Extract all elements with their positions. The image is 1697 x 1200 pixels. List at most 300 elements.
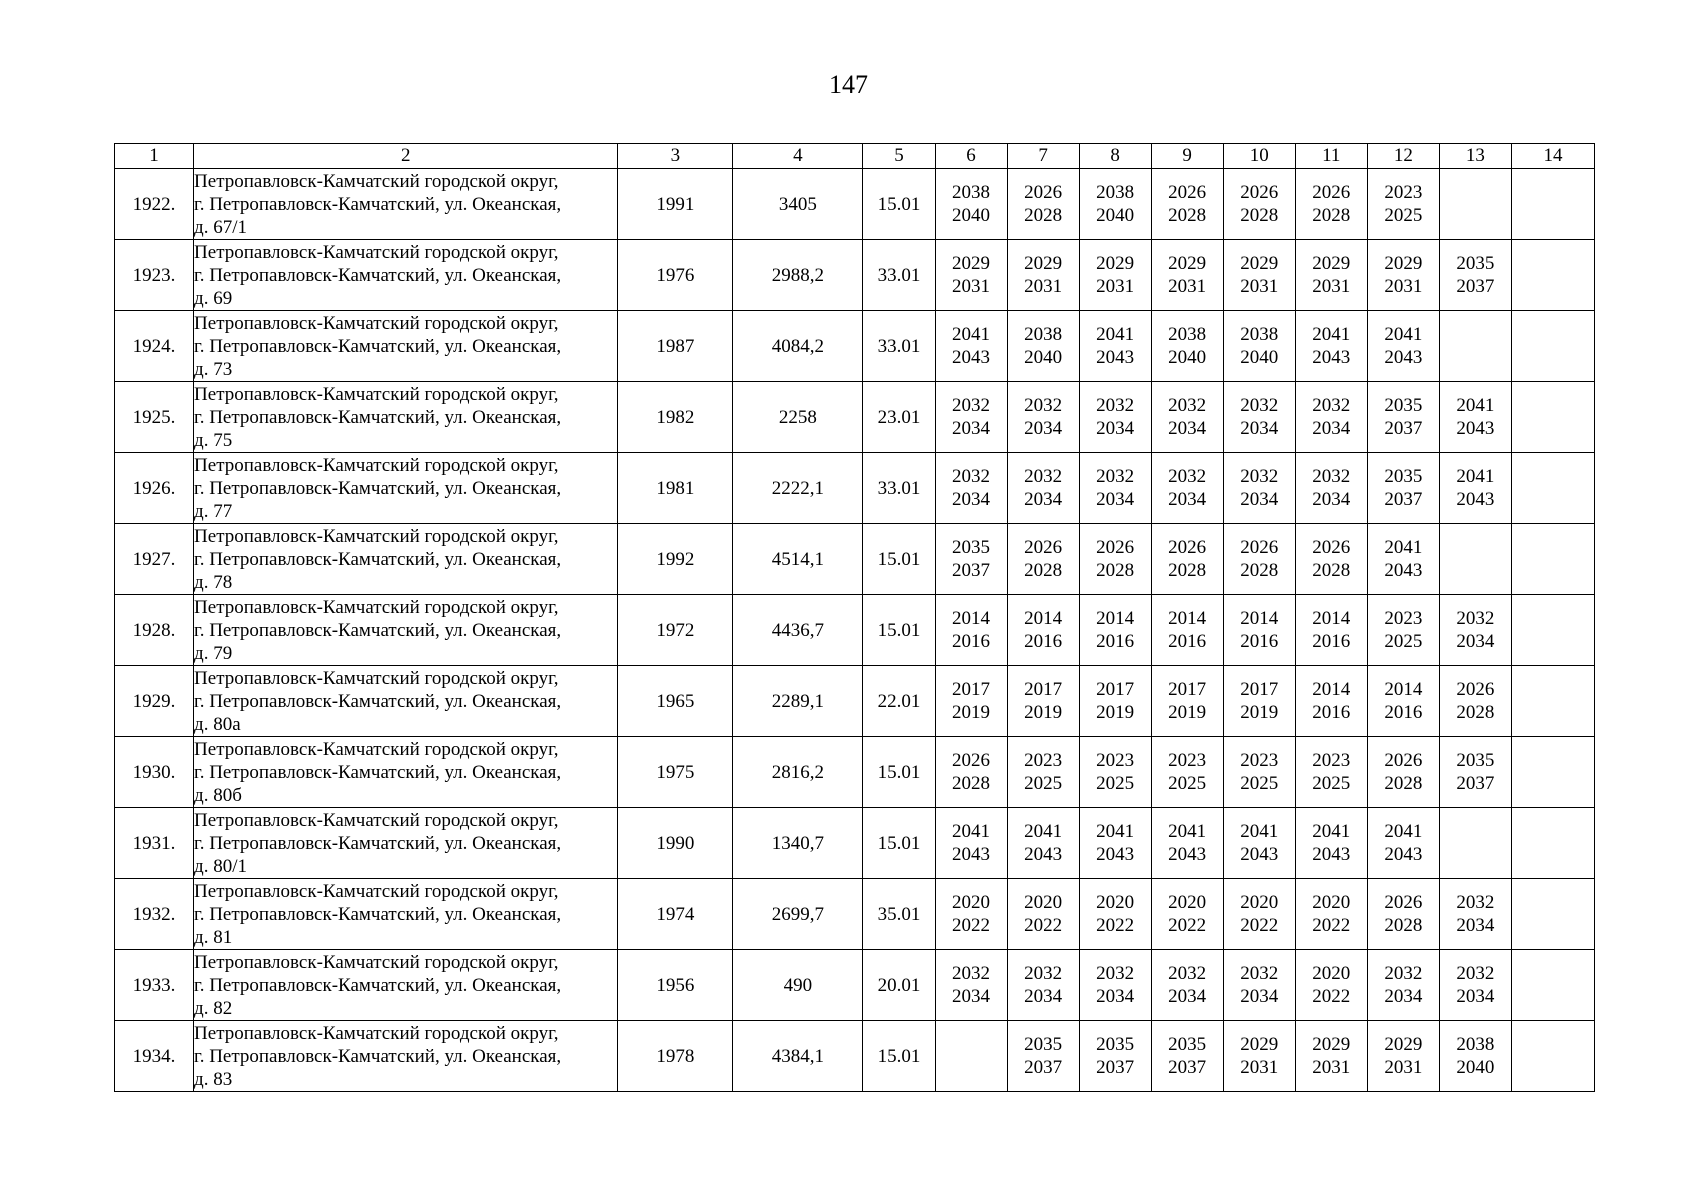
column-header-8: 8 <box>1079 144 1151 169</box>
year-built-cell: 1975 <box>618 737 733 808</box>
period-cell-col-14 <box>1511 311 1594 382</box>
period-end: 2016 <box>1096 631 1135 652</box>
period-end: 2031 <box>1096 276 1135 297</box>
code-cell: 22.01 <box>863 666 935 737</box>
period-start: 2038 <box>1096 182 1135 203</box>
period-start: 2017 <box>1168 679 1207 700</box>
year-built-cell: 1990 <box>618 808 733 879</box>
row-number: 1927. <box>115 524 194 595</box>
period-start: 2023 <box>1240 750 1279 771</box>
period-cell-col-10 <box>1223 524 1295 595</box>
column-header-7: 7 <box>1007 144 1079 169</box>
year-built-cell: 1987 <box>618 311 733 382</box>
period-end: 2022 <box>952 915 991 936</box>
period-cell-col-11 <box>1295 737 1367 808</box>
period-end: 2025 <box>1384 205 1423 226</box>
period-end: 2022 <box>1096 915 1135 936</box>
area-cell: 2289,1 <box>733 666 863 737</box>
period-start: 2017 <box>1240 679 1279 700</box>
address-cell <box>194 382 618 453</box>
address-line: д. 69 <box>194 287 233 309</box>
period-start: 2026 <box>1024 182 1063 203</box>
row-number: 1934. <box>115 1021 194 1092</box>
period-end: 2016 <box>1240 631 1279 652</box>
table-row <box>115 382 1595 453</box>
period-cell-col-7 <box>1007 808 1079 879</box>
period-end: 2037 <box>1024 1057 1063 1078</box>
period-cell-col-13 <box>1439 666 1511 737</box>
page-number: 147 <box>829 70 868 99</box>
address-line: Петропавловск-Камчатский городской округ, <box>194 525 559 547</box>
period-end: 2022 <box>1024 915 1063 936</box>
period-end: 2022 <box>1240 915 1279 936</box>
period-start: 2041 <box>1456 466 1495 487</box>
code-cell: 23.01 <box>863 382 935 453</box>
address-line: Петропавловск-Камчатский городской округ, <box>194 170 559 192</box>
period-cell-col-8 <box>1079 808 1151 879</box>
period-cell-col-14 <box>1511 169 1594 240</box>
period-cell-col-11 <box>1295 524 1367 595</box>
period-start: 2020 <box>1024 892 1063 913</box>
area-cell: 4384,1 <box>733 1021 863 1092</box>
period-start: 2017 <box>1024 679 1063 700</box>
address-cell <box>194 169 618 240</box>
period-cell-col-7 <box>1007 169 1079 240</box>
period-start: 2041 <box>1312 324 1351 345</box>
row-number: 1922. <box>115 169 194 240</box>
period-cell-col-13 <box>1439 240 1511 311</box>
address-line: д. 82 <box>194 997 233 1019</box>
period-start: 2014 <box>1384 679 1423 700</box>
period-cell-col-12 <box>1367 240 1439 311</box>
period-cell-col-10 <box>1223 240 1295 311</box>
period-cell-col-11 <box>1295 595 1367 666</box>
period-cell-col-14 <box>1511 453 1594 524</box>
period-end: 2031 <box>1168 276 1207 297</box>
period-end: 2034 <box>1240 418 1279 439</box>
address-line: Петропавловск-Камчатский городской округ, <box>194 454 559 476</box>
address-line: д. 75 <box>194 429 233 451</box>
period-start: 2041 <box>1384 537 1423 558</box>
period-start: 2020 <box>952 892 991 913</box>
period-cell-col-9 <box>1151 595 1223 666</box>
period-cell-col-14 <box>1511 666 1594 737</box>
period-cell-col-13 <box>1439 737 1511 808</box>
period-start: 2032 <box>1312 395 1351 416</box>
table-row <box>115 950 1595 1021</box>
area-cell: 3405 <box>733 169 863 240</box>
period-end: 2043 <box>1456 418 1495 439</box>
period-cell-col-12 <box>1367 524 1439 595</box>
period-cell-col-8 <box>1079 595 1151 666</box>
table-row <box>115 240 1595 311</box>
period-cell-col-14 <box>1511 879 1594 950</box>
period-cell-col-9 <box>1151 382 1223 453</box>
period-end: 2043 <box>1240 844 1279 865</box>
period-start: 2041 <box>1096 324 1135 345</box>
address-line: г. Петропавловск-Камчатский, ул. Океанская, <box>194 193 562 215</box>
period-cell-col-9 <box>1151 169 1223 240</box>
period-start: 2026 <box>1168 182 1207 203</box>
period-cell-col-14 <box>1511 737 1594 808</box>
address-cell <box>194 240 618 311</box>
address-line: д. 83 <box>194 1068 233 1090</box>
column-header-3: 3 <box>618 144 733 169</box>
address-line: Петропавловск-Камчатский городской округ, <box>194 667 559 689</box>
period-end: 2040 <box>952 205 991 226</box>
period-end: 2028 <box>1168 560 1207 581</box>
period-end: 2028 <box>1024 205 1063 226</box>
period-end: 2034 <box>1456 631 1495 652</box>
period-start: 2023 <box>1096 750 1135 771</box>
period-start: 2017 <box>1096 679 1135 700</box>
period-cell-col-11 <box>1295 311 1367 382</box>
address-line: Петропавловск-Камчатский городской округ, <box>194 951 559 973</box>
period-end: 2031 <box>1240 1057 1279 1078</box>
period-end: 2040 <box>1456 1057 1495 1078</box>
period-end: 2043 <box>1384 347 1423 368</box>
period-end: 2043 <box>1384 560 1423 581</box>
period-cell-col-8 <box>1079 950 1151 1021</box>
period-end: 2019 <box>952 702 991 723</box>
period-end: 2037 <box>952 560 991 581</box>
address-cell <box>194 311 618 382</box>
period-end: 2043 <box>1312 347 1351 368</box>
period-start: 2014 <box>1312 679 1351 700</box>
address-line: д. 73 <box>194 358 233 380</box>
period-end: 2031 <box>1312 1057 1351 1078</box>
period-start: 2026 <box>952 750 991 771</box>
period-start: 2032 <box>1024 963 1063 984</box>
year-built-cell: 1965 <box>618 666 733 737</box>
period-end: 2028 <box>1312 205 1351 226</box>
period-start: 2032 <box>1240 963 1279 984</box>
period-cell-col-10 <box>1223 808 1295 879</box>
period-start: 2026 <box>1240 182 1279 203</box>
period-end: 2034 <box>1168 418 1207 439</box>
period-end: 2034 <box>952 418 991 439</box>
table-row <box>115 737 1595 808</box>
period-start: 2023 <box>1168 750 1207 771</box>
code-cell: 33.01 <box>863 311 935 382</box>
code-cell: 15.01 <box>863 1021 935 1092</box>
period-start: 2032 <box>1168 395 1207 416</box>
period-start: 2041 <box>1384 821 1423 842</box>
address-line: г. Петропавловск-Камчатский, ул. Океанская, <box>194 264 562 286</box>
row-number: 1924. <box>115 311 194 382</box>
period-end: 2028 <box>1096 560 1135 581</box>
period-end: 2034 <box>952 489 991 510</box>
period-start: 2029 <box>1240 253 1279 274</box>
period-end: 2040 <box>1240 347 1279 368</box>
period-cell-col-10 <box>1223 311 1295 382</box>
period-cell-col-10 <box>1223 382 1295 453</box>
period-cell-col-10 <box>1223 666 1295 737</box>
area-cell: 1340,7 <box>733 808 863 879</box>
period-end: 2025 <box>1384 631 1423 652</box>
period-start: 2032 <box>1456 608 1495 629</box>
column-header-6: 6 <box>935 144 1007 169</box>
address-line: Петропавловск-Камчатский городской округ, <box>194 738 559 760</box>
address-line: д. 67/1 <box>194 216 247 238</box>
code-cell: 15.01 <box>863 524 935 595</box>
period-cell-col-6 <box>935 950 1007 1021</box>
column-header-1: 1 <box>115 144 194 169</box>
code-cell: 33.01 <box>863 453 935 524</box>
period-start: 2032 <box>1456 892 1495 913</box>
area-cell: 490 <box>733 950 863 1021</box>
period-end: 2019 <box>1024 702 1063 723</box>
period-end: 2022 <box>1312 986 1351 1007</box>
area-cell: 2258 <box>733 382 863 453</box>
row-number: 1930. <box>115 737 194 808</box>
period-end: 2034 <box>1384 986 1423 1007</box>
period-start: 2026 <box>1240 537 1279 558</box>
table-row <box>115 595 1595 666</box>
table-row <box>115 808 1595 879</box>
period-cell-col-9 <box>1151 240 1223 311</box>
period-cell-col-12 <box>1367 737 1439 808</box>
period-end: 2034 <box>1024 418 1063 439</box>
period-start: 2029 <box>1312 253 1351 274</box>
code-cell: 15.01 <box>863 169 935 240</box>
address-cell <box>194 950 618 1021</box>
code-cell: 15.01 <box>863 737 935 808</box>
period-start: 2020 <box>1096 892 1135 913</box>
period-start: 2038 <box>1456 1034 1495 1055</box>
period-cell-col-11 <box>1295 453 1367 524</box>
period-start: 2023 <box>1384 182 1423 203</box>
period-cell-col-13 <box>1439 382 1511 453</box>
period-end: 2034 <box>1168 986 1207 1007</box>
year-built-cell: 1992 <box>618 524 733 595</box>
period-start: 2014 <box>1312 608 1351 629</box>
address-line: г. Петропавловск-Камчатский, ул. Океанская, <box>194 974 562 996</box>
period-cell-col-6 <box>935 879 1007 950</box>
year-built-cell: 1974 <box>618 879 733 950</box>
period-cell-col-9 <box>1151 1021 1223 1092</box>
period-start: 2029 <box>1024 253 1063 274</box>
period-cell-col-13 <box>1439 311 1511 382</box>
period-end: 2040 <box>1168 347 1207 368</box>
period-start: 2020 <box>1240 892 1279 913</box>
period-cell-col-13 <box>1439 1021 1511 1092</box>
table-row <box>115 666 1595 737</box>
period-cell-col-6 <box>935 311 1007 382</box>
period-end: 2025 <box>1024 773 1063 794</box>
row-number: 1931. <box>115 808 194 879</box>
year-built-cell: 1972 <box>618 595 733 666</box>
period-cell-col-12 <box>1367 879 1439 950</box>
address-line: д. 80б <box>194 784 242 806</box>
table-row <box>115 879 1595 950</box>
address-line: г. Петропавловск-Камчатский, ул. Океанская, <box>194 903 562 925</box>
address-cell <box>194 879 618 950</box>
period-cell-col-12 <box>1367 1021 1439 1092</box>
period-end: 2043 <box>1096 844 1135 865</box>
code-cell: 15.01 <box>863 595 935 666</box>
period-cell-col-6 <box>935 737 1007 808</box>
period-end: 2019 <box>1168 702 1207 723</box>
period-cell-col-7 <box>1007 879 1079 950</box>
period-start: 2035 <box>1456 253 1495 274</box>
period-start: 2035 <box>1096 1034 1135 1055</box>
period-end: 2034 <box>1168 489 1207 510</box>
period-start: 2038 <box>1168 324 1207 345</box>
period-cell-col-10 <box>1223 1021 1295 1092</box>
period-start: 2029 <box>1168 253 1207 274</box>
period-end: 2025 <box>1240 773 1279 794</box>
period-end: 2037 <box>1096 1057 1135 1078</box>
period-start: 2035 <box>952 537 991 558</box>
period-cell-col-14 <box>1511 382 1594 453</box>
period-start: 2035 <box>1384 395 1423 416</box>
period-end: 2016 <box>1312 631 1351 652</box>
period-start: 2032 <box>952 963 991 984</box>
period-end: 2016 <box>1312 702 1351 723</box>
table-row <box>115 311 1595 382</box>
period-start: 2014 <box>1240 608 1279 629</box>
period-end: 2019 <box>1240 702 1279 723</box>
period-cell-col-11 <box>1295 808 1367 879</box>
period-cell-col-7 <box>1007 1021 1079 1092</box>
period-end: 2034 <box>1096 489 1135 510</box>
address-line: д. 81 <box>194 926 233 948</box>
row-number: 1926. <box>115 453 194 524</box>
period-start: 2041 <box>1240 821 1279 842</box>
period-cell-col-6 <box>935 382 1007 453</box>
period-end: 2043 <box>1312 844 1351 865</box>
period-end: 2037 <box>1456 773 1495 794</box>
address-cell <box>194 595 618 666</box>
period-cell-col-10 <box>1223 737 1295 808</box>
period-start: 2020 <box>1312 892 1351 913</box>
address-line: д. 80/1 <box>194 855 247 877</box>
period-start: 2026 <box>1384 892 1423 913</box>
column-header-5: 5 <box>863 144 935 169</box>
address-cell <box>194 737 618 808</box>
period-start: 2020 <box>1168 892 1207 913</box>
period-cell-col-6 <box>935 1021 1007 1092</box>
period-start: 2029 <box>1240 1034 1279 1055</box>
period-start: 2026 <box>1312 537 1351 558</box>
column-header-14: 14 <box>1511 144 1594 169</box>
period-cell-col-8 <box>1079 666 1151 737</box>
period-end: 2025 <box>1168 773 1207 794</box>
period-start: 2032 <box>1240 395 1279 416</box>
row-number: 1933. <box>115 950 194 1021</box>
period-start: 2035 <box>1456 750 1495 771</box>
period-start: 2041 <box>1096 821 1135 842</box>
register-table <box>114 143 1595 1092</box>
period-cell-col-8 <box>1079 453 1151 524</box>
period-cell-col-8 <box>1079 240 1151 311</box>
period-end: 2028 <box>952 773 991 794</box>
period-end: 2037 <box>1168 1057 1207 1078</box>
period-cell-col-13 <box>1439 169 1511 240</box>
code-cell: 15.01 <box>863 808 935 879</box>
period-end: 2043 <box>952 347 991 368</box>
period-start: 2014 <box>952 608 991 629</box>
period-end: 2043 <box>1168 844 1207 865</box>
period-end: 2043 <box>952 844 991 865</box>
period-cell-col-9 <box>1151 453 1223 524</box>
address-line: Петропавловск-Камчатский городской округ, <box>194 809 559 831</box>
period-end: 2034 <box>1240 986 1279 1007</box>
address-cell <box>194 666 618 737</box>
period-cell-col-6 <box>935 453 1007 524</box>
period-cell-col-11 <box>1295 169 1367 240</box>
period-cell-col-12 <box>1367 808 1439 879</box>
period-cell-col-11 <box>1295 382 1367 453</box>
period-cell-col-7 <box>1007 595 1079 666</box>
period-start: 2032 <box>1312 466 1351 487</box>
period-start: 2026 <box>1168 537 1207 558</box>
period-start: 2035 <box>1384 466 1423 487</box>
period-cell-col-11 <box>1295 879 1367 950</box>
period-cell-col-12 <box>1367 453 1439 524</box>
period-start: 2032 <box>952 466 991 487</box>
period-end: 2043 <box>1456 489 1495 510</box>
period-cell-col-9 <box>1151 879 1223 950</box>
period-start: 2020 <box>1312 963 1351 984</box>
column-header-13: 13 <box>1439 144 1511 169</box>
period-end: 2031 <box>1384 1057 1423 1078</box>
period-end: 2034 <box>1456 986 1495 1007</box>
period-start: 2032 <box>1456 963 1495 984</box>
period-cell-col-7 <box>1007 311 1079 382</box>
address-line: г. Петропавловск-Камчатский, ул. Океанская, <box>194 548 562 570</box>
address-line: Петропавловск-Камчатский городской округ, <box>194 383 559 405</box>
period-cell-col-7 <box>1007 524 1079 595</box>
address-line: Петропавловск-Камчатский городской округ, <box>194 880 559 902</box>
area-cell: 4514,1 <box>733 524 863 595</box>
column-header-2: 2 <box>194 144 618 169</box>
period-end: 2034 <box>1240 489 1279 510</box>
period-start: 2026 <box>1024 537 1063 558</box>
period-cell-col-8 <box>1079 382 1151 453</box>
address-line: Петропавловск-Камчатский городской округ, <box>194 241 559 263</box>
period-start: 2026 <box>1456 679 1495 700</box>
period-start: 2032 <box>1096 963 1135 984</box>
table-row <box>115 453 1595 524</box>
address-cell <box>194 808 618 879</box>
period-end: 2022 <box>1168 915 1207 936</box>
period-start: 2026 <box>1312 182 1351 203</box>
period-end: 2028 <box>1240 560 1279 581</box>
address-line: д. 80а <box>194 713 241 735</box>
period-end: 2019 <box>1096 702 1135 723</box>
period-start: 2029 <box>952 253 991 274</box>
year-built-cell: 1981 <box>618 453 733 524</box>
period-start: 2038 <box>952 182 991 203</box>
period-start: 2026 <box>1384 750 1423 771</box>
period-start: 2026 <box>1096 537 1135 558</box>
code-cell: 35.01 <box>863 879 935 950</box>
address-line: г. Петропавловск-Камчатский, ул. Океанская, <box>194 406 562 428</box>
period-start: 2029 <box>1384 1034 1423 1055</box>
period-cell-col-12 <box>1367 950 1439 1021</box>
period-cell-col-11 <box>1295 240 1367 311</box>
period-cell-col-8 <box>1079 169 1151 240</box>
period-start: 2035 <box>1024 1034 1063 1055</box>
period-start: 2029 <box>1096 253 1135 274</box>
period-end: 2037 <box>1456 276 1495 297</box>
address-cell <box>194 524 618 595</box>
address-line: г. Петропавловск-Камчатский, ул. Океанская, <box>194 690 562 712</box>
period-cell-col-10 <box>1223 950 1295 1021</box>
period-end: 2028 <box>1240 205 1279 226</box>
